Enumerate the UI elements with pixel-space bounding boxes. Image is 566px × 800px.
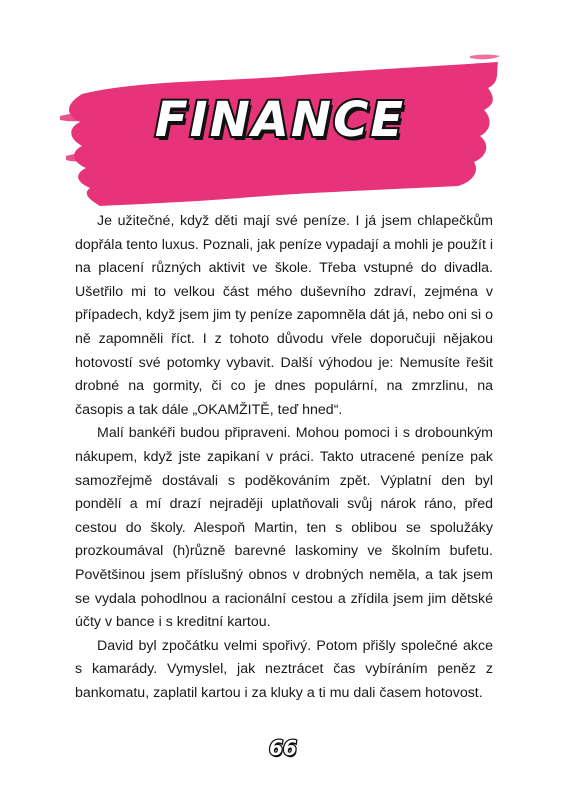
paragraph: Malí bankéři budou připraveni. Mohou pomoci i s drobounkým nákupem, když jste zapikaní v práci. Takto utracené peníze pak samozřejmě dostávali s poděkováním zpět. Výplatní den byl pondělí a mí drazí nejraději uplatňovali svůj nárok ráno, před cestou do školy. Alespoň Martin, ten s oblibou se spolužáky prozkoumával (h)různě barevné laskominy ve školním bufetu. Povětšinou jsem příslušný obnos v drobných neměla, a tak jsem se vydala pohodlnou a racionální cestou a zřídila jsem jim dětské účty v bance i s kreditní kartou.	[75, 425, 493, 631]
page-title: FINANCE	[154, 92, 406, 148]
title-banner	[60, 52, 500, 207]
paragraph: Je užitečné, když děti mají své peníze. I já jsem chlapečkům dopřála tento luxus. Poznali, jak peníze vypadají a mohli je použít i na placení různých aktivit ve škole. Třeba vstupné do divadla. Ušetřilo mi to velkou část mého duševního zdraví, zejména v případech, když jsem jim ty peníze zapomněla dát já, nebo oni si o ně zapomněli říct. I z tohoto důvodu vřele doporučuji nějakou hotovostí své potomky vybavit. Další výhodou je: Nemusíte řešit drobné na gormity, či co je dnes populární, na zmrzlinu, na časopis a tak dále „OKAMŽITĚ, teď hned“.	[75, 213, 493, 418]
paragraph: David byl zpočátku velmi spořivý. Potom přišly společné akce s kamarády. Vymyslel, jak neztrácet čas vybíráním peněz z bankomatu, zaplatil kartou i za kluky a ti mu dali časem hotovost.	[75, 637, 493, 701]
article-body	[75, 210, 493, 705]
page-number: 66	[269, 736, 297, 760]
